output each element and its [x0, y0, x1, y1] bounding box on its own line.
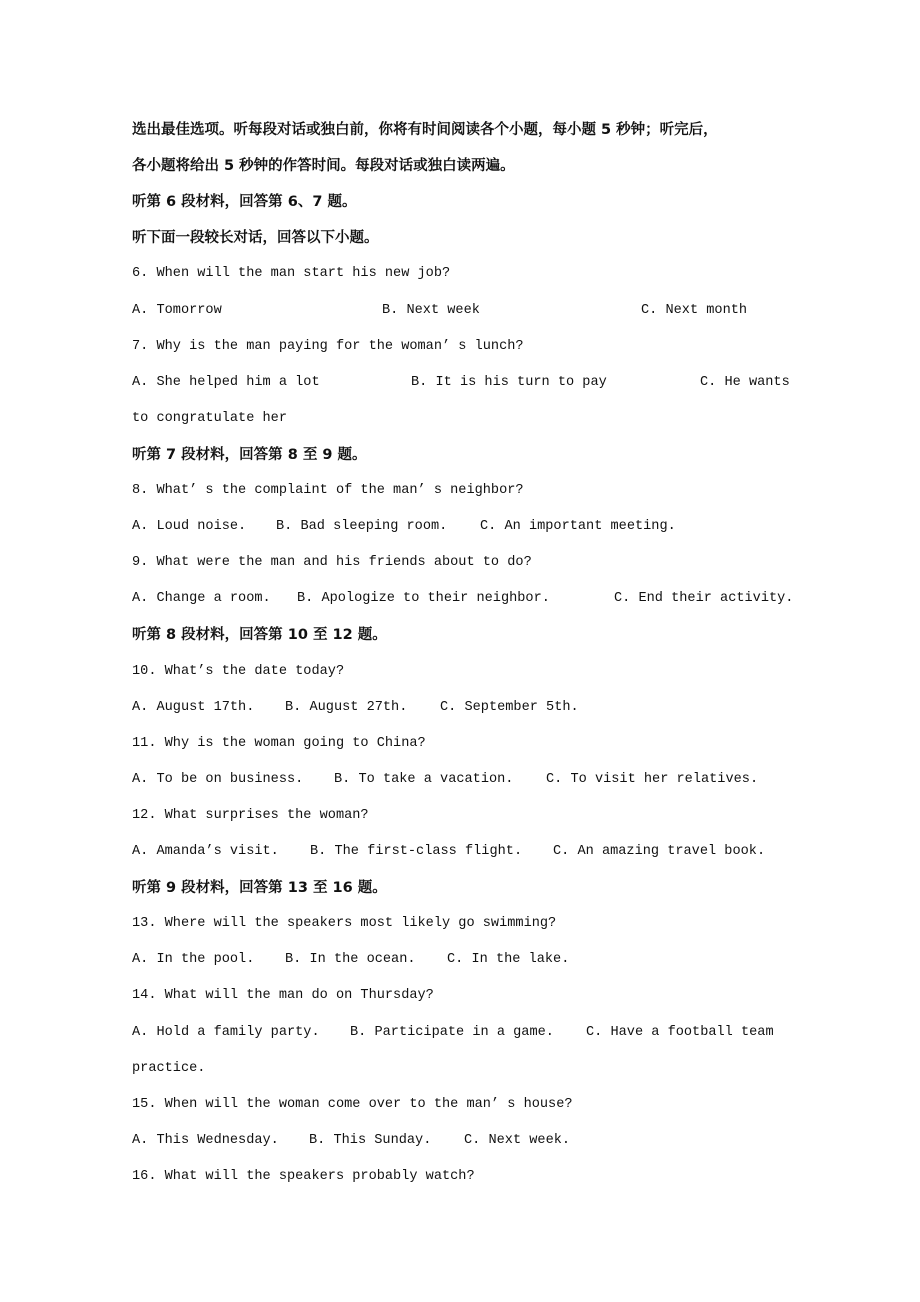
- answer-option: C. An important meeting.: [480, 519, 676, 535]
- answer-option: A. Amanda’s visit.: [132, 844, 279, 859]
- answer-option: B. Apologize to their neighbor.: [297, 591, 550, 607]
- answer-option: C. Have a football team: [586, 1024, 774, 1040]
- question-text: 15. When will the woman come over to the man’ s house?: [132, 1096, 573, 1112]
- answer-options: [132, 587, 832, 611]
- answer-option: B. Participate in a game.: [350, 1024, 554, 1040]
- answer-option: A. Loud noise.: [132, 519, 247, 535]
- answer-options: [132, 371, 832, 395]
- answer-option: C. To visit her relatives.: [546, 771, 759, 787]
- answer-option: C. An amazing travel book.: [553, 844, 766, 859]
- question-text: 11. Why is the woman going to China?: [132, 735, 426, 751]
- section-instruction: 听第 7 段材料，回答第 8 至 9 题。: [132, 446, 367, 463]
- question-text: 6. When will the man start his new job?: [132, 266, 451, 282]
- answer-option: B. In the ocean.: [285, 952, 416, 968]
- answer-option: A. Hold a family party.: [132, 1024, 320, 1040]
- answer-option: B. August 27th.: [285, 699, 408, 715]
- section-instruction: 听第 6 段材料，回答第 6、7 题。: [132, 194, 357, 211]
- answer-option: C. He wants: [700, 374, 790, 390]
- answer-options: [132, 1129, 832, 1153]
- answer-option: B. The first-class flight.: [310, 844, 523, 859]
- answer-options: [132, 840, 832, 864]
- answer-option: B. Bad sleeping room.: [276, 519, 448, 535]
- answer-option: C. Next week.: [464, 1132, 571, 1148]
- answer-option: C. Next month: [641, 302, 748, 318]
- question-text: 7. Why is the man paying for the woman’ s lunch?: [132, 338, 524, 354]
- answer-option: A. Tomorrow: [132, 302, 222, 318]
- answer-option: A. In the pool.: [132, 952, 255, 968]
- answer-options: [132, 948, 832, 972]
- answer-option: B. Next week: [382, 302, 480, 318]
- question-text: 16. What will the speakers probably watch?: [132, 1168, 475, 1184]
- section-instruction: 选出最佳选项。听每段对话或独白前，你将有时间阅读各个小题，每小题 5 秒钟；听完后，: [132, 122, 718, 138]
- answer-option: A. August 17th.: [132, 699, 255, 715]
- answer-option: A. To be on business.: [132, 771, 304, 787]
- question-text: 10. What’s the date today?: [132, 663, 345, 679]
- section-instruction: 听第 8 段材料，回答第 10 至 12 题。: [132, 627, 387, 644]
- answer-options: [132, 299, 832, 323]
- section-instruction: 听下面一段较长对话，回答以下小题。: [132, 230, 379, 247]
- answer-option: C. In the lake.: [447, 952, 570, 968]
- question-text: 13. Where will the speakers most likely go swimming?: [132, 916, 557, 932]
- question-text: practice.: [132, 1060, 206, 1076]
- question-text: 9. What were the man and his friends about to do?: [132, 555, 532, 571]
- question-text: 14. What will the man do on Thursday?: [132, 988, 434, 1004]
- answer-option: A. She helped him a lot: [132, 374, 320, 390]
- answer-option: B. This Sunday.: [309, 1132, 432, 1148]
- question-text: 12. What surprises the woman?: [132, 807, 369, 823]
- section-instruction: 各小题将给出 5 秒钟的作答时间。每段对话或独白读两遍。: [132, 158, 515, 175]
- answer-option: A. Change a room.: [132, 591, 271, 607]
- section-instruction: 听第 9 段材料，回答第 13 至 16 题。: [132, 880, 387, 897]
- question-text: to congratulate her: [132, 410, 287, 426]
- answer-option: B. To take a vacation.: [334, 771, 514, 787]
- answer-options: [132, 696, 832, 720]
- answer-option: B. It is his turn to pay: [411, 374, 607, 390]
- question-text: 8. What’ s the complaint of the man’ s neighbor?: [132, 483, 524, 498]
- answer-options: [132, 1021, 832, 1045]
- answer-option: C. September 5th.: [440, 699, 579, 715]
- answer-option: C. End their activity.: [614, 591, 794, 607]
- answer-options: [132, 768, 832, 792]
- answer-options: [132, 515, 832, 539]
- answer-option: A. This Wednesday.: [132, 1132, 279, 1148]
